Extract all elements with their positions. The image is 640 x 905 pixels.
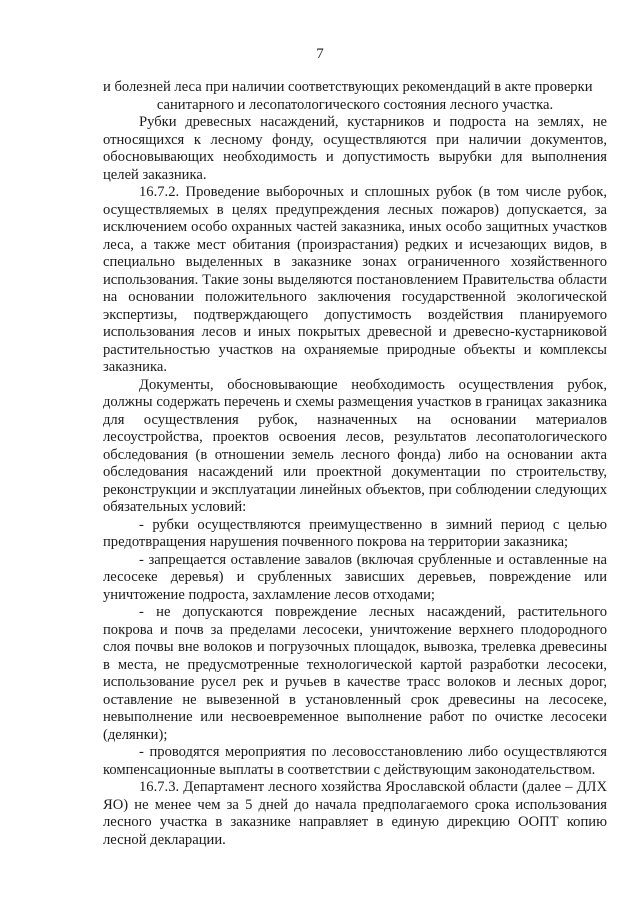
- list-item-not-allowed-damage: - не допускаются повреждение лесных насаждений, растительного покрова и почв за пределами лесосеки, уничтожение верхнего плодородного слоя почвы вне волоков и погрузочных площадок, вывозка, трелевка древесины в места, не предусмотренные технологической картой разработки лесосеки, использование русел рек и ручьев в качестве трасс волоков и лесных дорог, оставление не вывезенной в установленный срок древесины на лесосеке, невыполнение или несвоевременное выполнение работ по очистке лесосеки (делянки);: [103, 604, 607, 743]
- paragraph-cuttings-nonforest: Рубки древесных насаждений, кустарников и подроста на землях, не относящихся к лесному фонду, осуществляются при наличии документов, обосновывающих необходимость и допустимость вырубки для выполнения целей заказника.: [103, 114, 607, 183]
- list-item-reforestation: - проводятся мероприятия по лесовосстановлению либо осуществляются компенсационные выплаты в соответствии с действующим законодательством.: [103, 744, 607, 778]
- list-item-prohibited-debris: - запрещается оставление завалов (включая срубленные и оставленные на лесосеке деревья) и срубленных зависших деревьев, повреждение или уничтожение подроста, захламление лесов отходами;: [103, 551, 607, 603]
- paragraph-continuation: и болезней леса при наличии соответствующих рекомендаций в акте проверки: [103, 79, 593, 95]
- paragraph-continuation-end: санитарного и лесопатологического состояния лесного участка.: [156, 96, 554, 113]
- paragraph-16-7-3: 16.7.3. Департамент лесного хозяйства Ярославской области (далее – ДЛХ ЯО) не менее чем за 5 дней до начала предполагаемого срока использования лесного участка в заказнике направляет в единую дирекцию ООПТ копию лесной декларации.: [103, 779, 607, 848]
- document-body: [103, 79, 607, 849]
- paragraph-16-7-2: 16.7.2. Проведение выборочных и сплошных рубок (в том числе рубок, осуществляемых в целях предупреждения лесных пожаров) допускается, за исключением особо охранных частей заказника, иных особо защитных участков леса, а также мест обитания (произрастания) редких и исчезающих видов, в специально выделенных в заказнике зонах ограниченного хозяйственного использования. Такие зоны выделяются постановлением Правительства области на основании положительного заключения государственной экологической экспертизы, подтверждающего допустимость воздействия планируемого использования лесов и иных покрытых древесной и древесно-кустарниковой растительностью участков на охраняемые природные объекты и комплексы заказника.: [103, 184, 607, 375]
- list-item-winter-cuttings: - рубки осуществляются преимущественно в зимний период с целью предотвращения нарушения почвенного покрова на территории заказника;: [103, 516, 607, 550]
- page-number: 7: [316, 46, 324, 62]
- paragraph-documents: Документы, обосновывающие необходимость осуществления рубок, должны содержать перечень и схемы размещения участков в границах заказника для осуществления рубок, назначенных на основании материалов лесоустройства, проектов освоения лесов, результатов лесопатологического обследования (в отношении земель лесного фонда) либо на основании акта обследования насаждений или проектной документации по строительству, реконструкции и эксплуатации линейных объектов, при соблюдении следующих обязательных условий:: [103, 376, 607, 515]
